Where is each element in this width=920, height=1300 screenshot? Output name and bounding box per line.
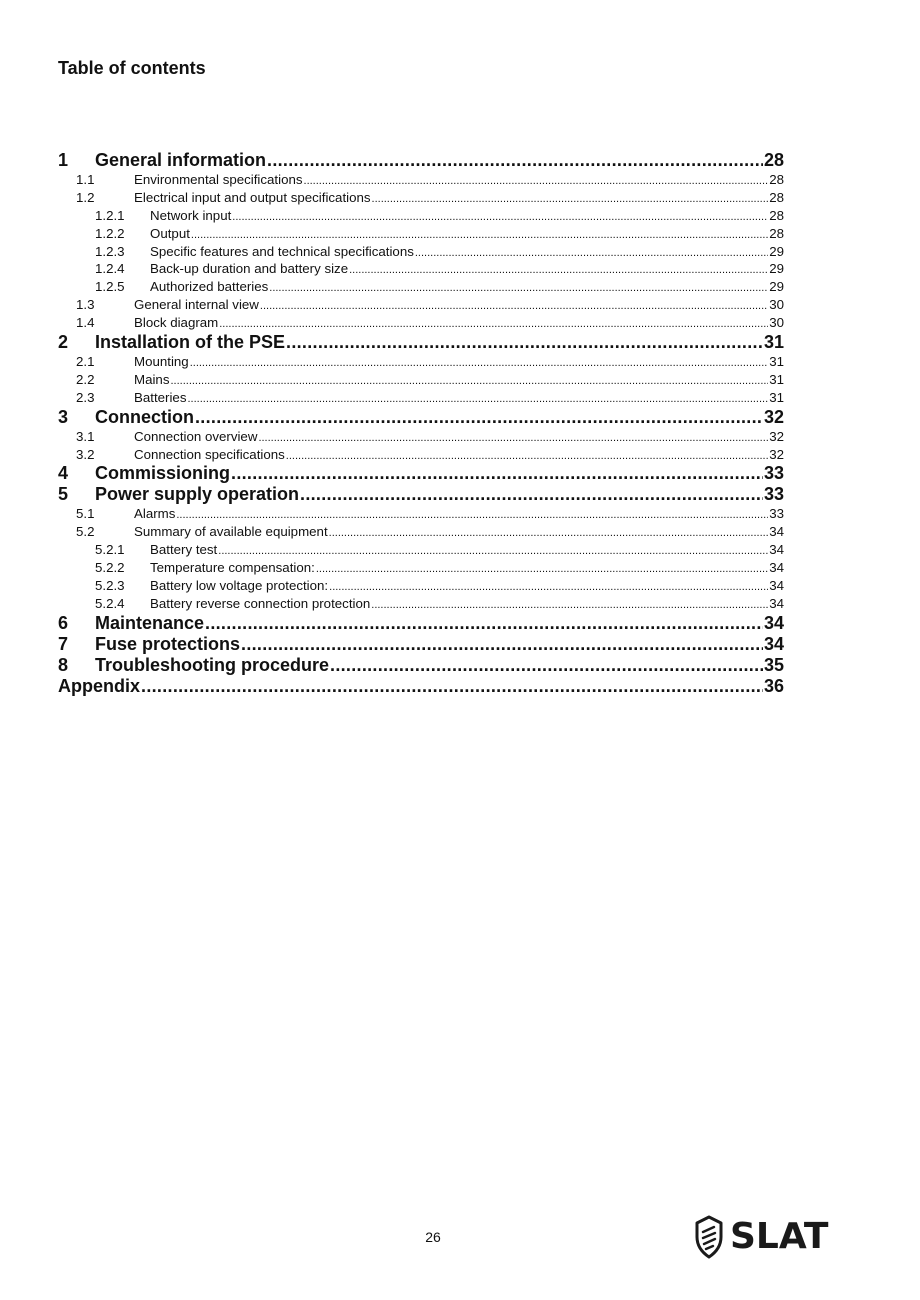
toc-dot-leader [231, 463, 763, 484]
toc-entry[interactable] [58, 613, 784, 634]
toc-entry-page: 33 [769, 506, 784, 522]
toc-entry-page: 34 [769, 578, 784, 594]
toc-entry[interactable] [58, 407, 784, 428]
toc-entry-page: 34 [763, 612, 784, 633]
toc-entry[interactable] [58, 171, 784, 189]
toc-entry[interactable] [58, 523, 784, 541]
toc-entry-page: 31 [769, 389, 784, 405]
toc-entry[interactable] [58, 314, 784, 332]
toc-entry-page: 28 [769, 207, 784, 223]
toc-entry-page: 34 [769, 542, 784, 558]
toc-entry-page: 28 [763, 150, 784, 170]
toc-entry-number: 1.2.3 [95, 243, 125, 259]
toc-entry-page: 32 [763, 406, 784, 427]
toc-entry[interactable] [58, 332, 784, 353]
slat-logo [694, 1215, 829, 1259]
toc-entry[interactable] [58, 207, 784, 225]
toc-entry-number: 8 [58, 654, 69, 675]
toc-entry-title: Back-up duration and battery size [150, 261, 349, 277]
toc-entry-page: 30 [769, 315, 784, 331]
toc-entry-number: 1.4 [76, 315, 95, 331]
toc-entry-page: 36 [763, 675, 784, 696]
toc-entry-number: 1.2.4 [95, 261, 125, 277]
toc-entry-number: 7 [58, 633, 69, 654]
toc-entry[interactable] [58, 389, 784, 407]
toc-entry-page: 31 [763, 332, 784, 353]
toc-entry-page: 28 [769, 189, 784, 205]
page-title: Table of contents [58, 58, 206, 78]
toc-dot-leader [267, 150, 763, 171]
toc-entry[interactable] [58, 296, 784, 314]
toc-entry[interactable] [58, 484, 784, 505]
toc-entry[interactable] [58, 595, 784, 613]
toc-entry-title: Power supply operation [95, 484, 300, 505]
slat-shield-icon [694, 1215, 724, 1259]
toc-entry-title: Commissioning [95, 463, 231, 484]
toc-entry-number: 3 [58, 406, 69, 427]
toc-entry-number: 5.2.2 [95, 560, 125, 576]
toc-dot-leader [330, 655, 763, 676]
toc-entry-number: 1.2.1 [95, 207, 125, 223]
toc-entry-page: 34 [763, 633, 784, 654]
toc-entry-title: Network input [150, 207, 232, 223]
toc-entry[interactable] [58, 446, 784, 464]
toc-entry[interactable] [58, 278, 784, 296]
toc-entry-title: Environmental specifications [134, 172, 303, 187]
toc-entry-number: 6 [58, 612, 69, 633]
toc-entry-number: 1.3 [76, 297, 95, 313]
toc-entry-number: 5.2 [76, 524, 95, 540]
toc-entry[interactable] [58, 150, 784, 171]
toc-entry-number: 5.2.1 [95, 542, 125, 558]
toc-entry-page: 34 [769, 595, 784, 611]
toc-entry-number: 1 [58, 150, 69, 170]
toc-dot-leader [195, 407, 763, 428]
toc-entry-number: 5.2.3 [95, 578, 125, 594]
toc-entry-page: 34 [769, 524, 784, 540]
toc-entry-title: Specific features and technical specifications [150, 243, 414, 259]
toc-entry-title: Installation of the PSE [95, 332, 286, 353]
toc-entry-number: 2 [58, 332, 69, 353]
toc-entry[interactable] [58, 353, 784, 371]
toc-entry-title: Alarms [134, 506, 176, 522]
toc-entry-title: Battery low voltage protection: [150, 578, 329, 594]
toc-entry[interactable] [58, 225, 784, 243]
toc-entry-number: 2.1 [76, 354, 95, 370]
toc-entry-page: 33 [763, 484, 784, 505]
toc-entry-title: Battery test [150, 542, 218, 558]
toc-entry-page: 31 [769, 371, 784, 387]
toc-entry-title: Connection [95, 406, 194, 427]
toc-dot-leader [205, 613, 763, 634]
toc-entry-page: 29 [769, 243, 784, 259]
toc-entry-title: Batteries [134, 389, 187, 405]
toc-entry[interactable] [58, 577, 784, 595]
toc-entry[interactable] [58, 428, 784, 446]
logo-text: SLAT [730, 1216, 829, 1257]
toc-entry-title: Temperature compensation: [150, 560, 315, 576]
toc-entry-page: 32 [769, 446, 784, 462]
toc-entry[interactable] [58, 260, 784, 278]
toc-entry-page: 30 [769, 297, 784, 313]
toc-entry[interactable] [58, 463, 784, 484]
toc-entry-number: 4 [58, 463, 69, 484]
toc-entry-number: 2.2 [76, 371, 95, 387]
toc-entry-number: 1.2.5 [95, 279, 125, 295]
toc-entry-title: Authorized batteries [150, 279, 269, 295]
toc-entry-page: 29 [769, 261, 784, 277]
toc-entry-title: Electrical input and output specifications [134, 189, 371, 205]
toc-entry[interactable] [58, 634, 784, 655]
toc-entry[interactable] [58, 541, 784, 559]
table-of-contents [58, 150, 784, 697]
toc-entry-title: Summary of available equipment [134, 524, 328, 540]
toc-entry[interactable] [58, 559, 784, 577]
toc-entry-title: Mains [134, 371, 170, 387]
toc-entry-page: 34 [769, 560, 784, 576]
toc-entry-title: Troubleshooting procedure [95, 654, 330, 675]
toc-entry[interactable] [58, 243, 784, 261]
toc-entry-page: 35 [763, 654, 784, 675]
toc-dot-leader [286, 332, 763, 353]
toc-entry-title: Appendix [58, 675, 141, 696]
toc-entry-number: 5.2.4 [95, 595, 125, 611]
toc-entry-number: 1.1 [76, 172, 95, 187]
page-number: 26 [425, 1229, 441, 1245]
toc-entry-number: 2.3 [76, 389, 95, 405]
toc-entry-page: 33 [763, 463, 784, 484]
toc-entry-title: Connection overview [134, 428, 258, 444]
toc-entry[interactable] [58, 655, 784, 676]
toc-entry-number: 1.2 [76, 189, 95, 205]
toc-entry[interactable] [58, 505, 784, 523]
toc-entry-title: Connection specifications [134, 446, 285, 462]
toc-entry-title: Battery reverse connection protection [150, 595, 371, 611]
toc-entry-page: 31 [769, 354, 784, 370]
toc-entry-title: General information [95, 150, 267, 170]
toc-entry-number: 5 [58, 484, 69, 505]
toc-entry[interactable] [58, 371, 784, 389]
toc-dot-leader [300, 484, 763, 505]
toc-dot-leader [241, 634, 763, 655]
toc-entry-title: Block diagram [134, 315, 219, 331]
toc-entry-title: General internal view [134, 297, 259, 313]
toc-entry-page: 28 [769, 172, 784, 187]
toc-entry-number: 1.2.2 [95, 225, 125, 241]
toc-entry-page: 29 [769, 279, 784, 295]
toc-entry-title: Fuse protections [95, 633, 241, 654]
toc-entry-number: 3.2 [76, 446, 95, 462]
toc-entry-number: 3.1 [76, 428, 95, 444]
toc-entry-title: Maintenance [95, 612, 205, 633]
toc-entry[interactable] [58, 189, 784, 207]
toc-entry[interactable] [58, 676, 784, 697]
toc-entry-number: 5.1 [76, 506, 95, 522]
toc-dot-leader [141, 676, 763, 697]
toc-entry-title: Output [150, 225, 190, 241]
toc-entry-page: 32 [769, 428, 784, 444]
toc-entry-title: Mounting [134, 354, 189, 370]
toc-entry-page: 28 [769, 225, 784, 241]
